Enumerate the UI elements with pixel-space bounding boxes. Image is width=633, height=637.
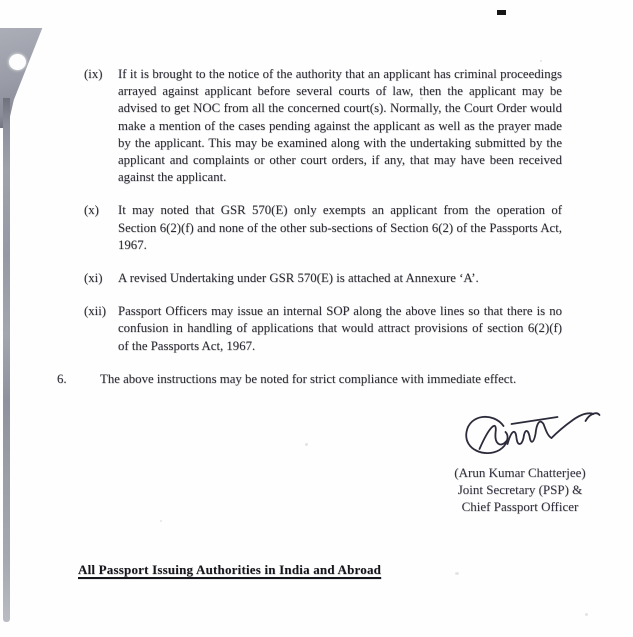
- list-item-text: Passport Officers may issue an internal SOP along the above lines so that there is no confusion in handling of applications that would attract provisions of section 6(2)(f) of the Passports Act, 1967.: [118, 304, 562, 353]
- list-item-text: It may noted that GSR 570(E) only exempts an applicant from the operation of Section 6(2)(f) and none of the other sub-sections of Section 6(2) of the Passports Act, 1967.: [118, 203, 562, 252]
- memo-body: [57, 66, 594, 388]
- scan-speck: [585, 613, 588, 616]
- instruction-list: [57, 66, 594, 355]
- signatory-designation-line2: Chief Passport Officer: [461, 499, 579, 514]
- scan-speck: [305, 443, 308, 446]
- list-item-text: If it is brought to the notice of the authority that an applicant has criminal proceedings arrayed against applicant before several courts of law, then the applicant may be advised to get NOC from all the concerned court(s). Normally, the Court Order would make a mention of the cases pending against the applicant as well as the prayer made by the applicant. This may be examined along with the undertaking submitted by the applicant and complaints or other court orders, if any, that may have been received against the applicant.: [118, 67, 562, 185]
- signatory-name: (Arun Kumar Chatterjee): [454, 465, 586, 480]
- addressee-line: All Passport Issuing Authorities in India and Abroad: [78, 562, 382, 577]
- list-item-ix: [57, 66, 594, 186]
- punch-hole: [9, 54, 26, 70]
- scan-speck: [455, 572, 459, 575]
- list-item-x: [57, 202, 594, 254]
- signatory-designation-line1: Joint Secretary (PSP) &: [457, 482, 583, 497]
- scan-speck: [160, 520, 162, 522]
- scan-mark-dash: [497, 10, 506, 15]
- list-item-number: (ix): [84, 67, 103, 81]
- list-item-text: A revised Undertaking under GSR 570(E) is attached at Annexure ‘A’.: [118, 271, 479, 286]
- list-item-number: (x): [84, 203, 99, 218]
- closing-number: 6.: [57, 371, 67, 386]
- list-item-number: (xi): [84, 271, 103, 286]
- signature-icon: [458, 404, 606, 464]
- list-item-xii: [57, 303, 594, 355]
- scan-edge-line: [3, 98, 10, 622]
- scan-speck: [540, 60, 542, 62]
- signature-block: [424, 404, 616, 515]
- closing-instruction: [57, 371, 594, 388]
- closing-text: The above instructions may be noted for strict compliance with immediate effect.: [100, 371, 517, 386]
- list-item-number: (xii): [84, 304, 107, 319]
- list-item-xi: [57, 270, 594, 287]
